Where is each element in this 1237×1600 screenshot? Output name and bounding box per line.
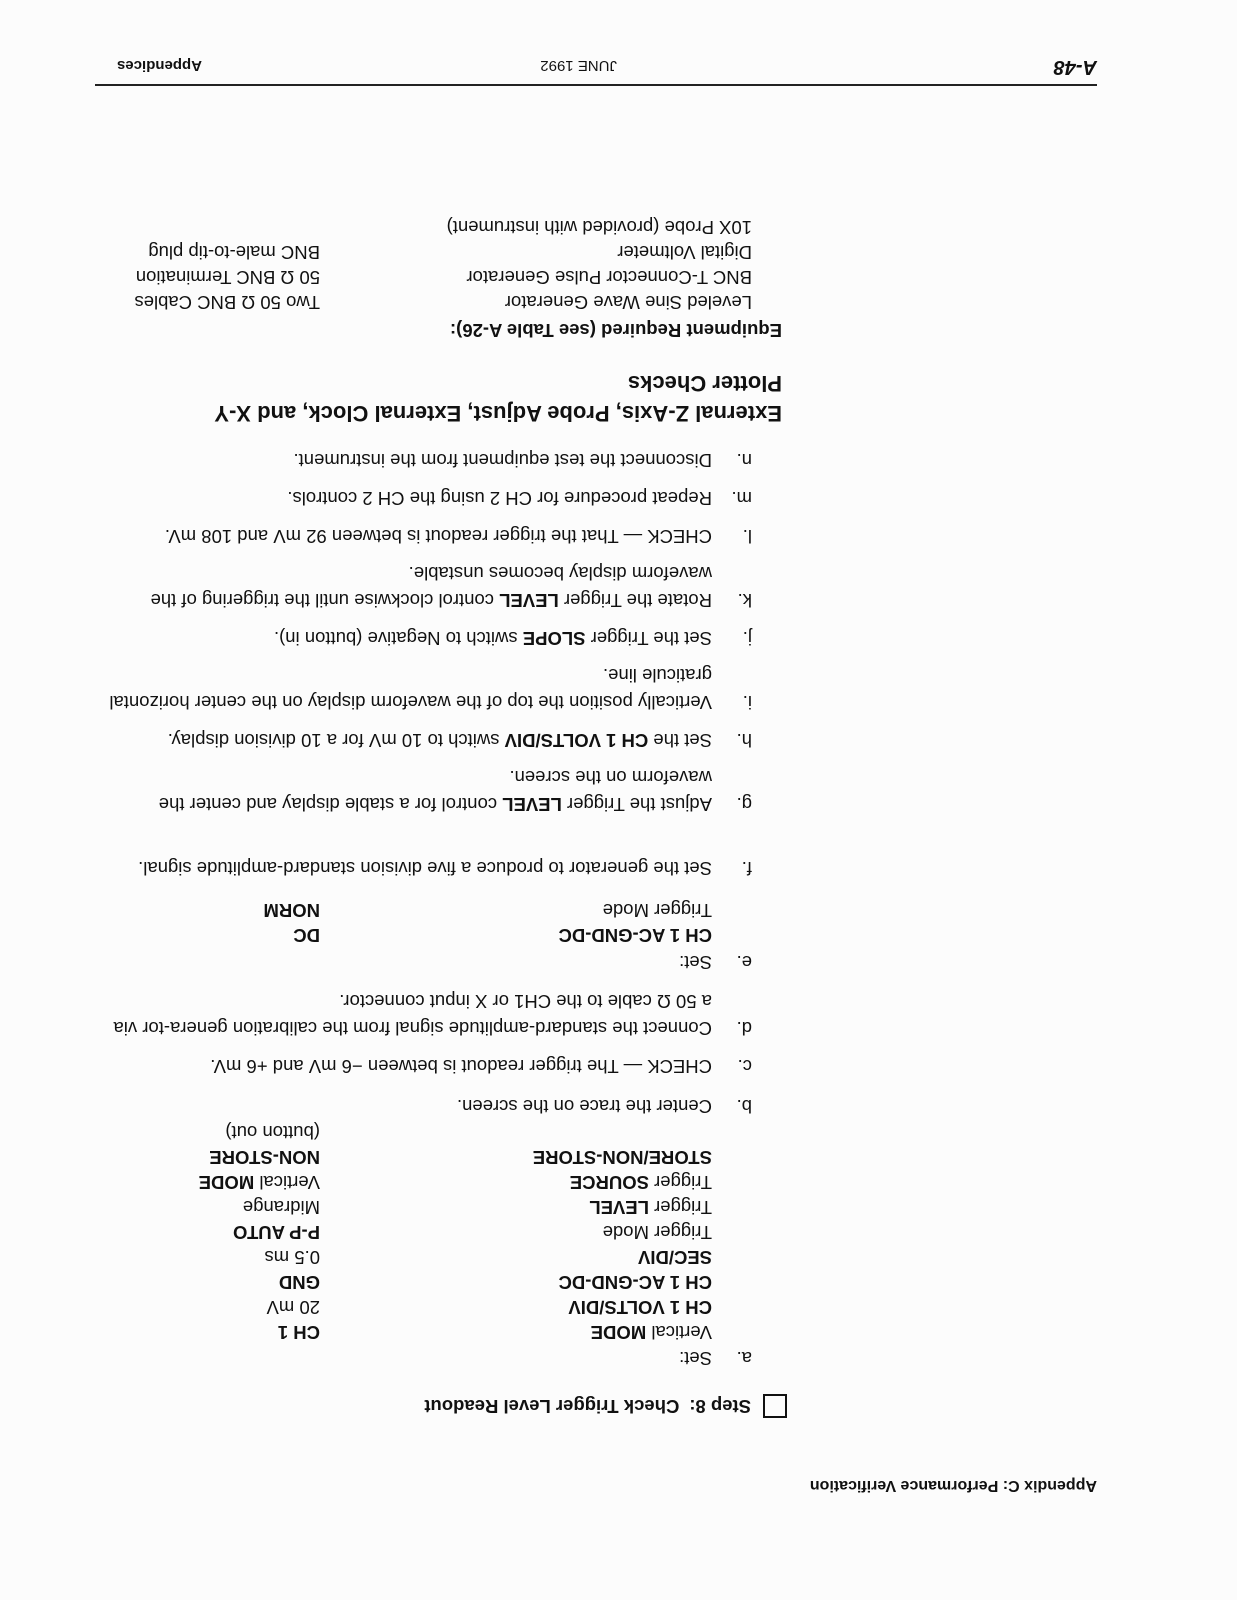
- checkbox-icon[interactable]: [763, 1394, 787, 1418]
- setting-value: 0.5 ms: [264, 1247, 320, 1268]
- setting-note: (button out): [225, 1122, 320, 1143]
- item-text: Repeat procedure for CH 2 using the CH 2 controls.: [287, 488, 712, 509]
- item-text: Set:: [679, 952, 712, 973]
- item-letter: b.: [736, 1096, 752, 1117]
- setting-value: NORM: [263, 900, 320, 921]
- setting-label: CH 1 VOLTS/DIV: [568, 1297, 712, 1318]
- step8-title: Check Trigger Level Readout: [424, 1396, 680, 1417]
- item-letter: h.: [736, 730, 752, 751]
- section-title-line1: External Z-Axis, Probe Adjust, External Clock, and X-Y: [214, 401, 782, 426]
- item-text: CHECK — The trigger readout is between −6 mV and +6 mV.: [210, 1056, 712, 1077]
- setting-value: P-P AUTO: [232, 1222, 320, 1243]
- footer-section: Appendices: [116, 57, 202, 74]
- setting-label: Trigger Mode: [602, 1222, 712, 1243]
- equipment-list-2: [100, 226, 320, 316]
- item-text: Set the Trigger SLOPE switch to Negative (button in).: [273, 628, 712, 649]
- item-text: Set:: [679, 1348, 712, 1369]
- setting-label: Trigger SOURCE: [569, 1172, 712, 1193]
- equipment-item: 50 Ω BNC Termination: [135, 267, 320, 288]
- setting-label: STORE/NON-STORE: [532, 1147, 712, 1168]
- item-letter: l.: [742, 526, 752, 547]
- item-text: Set the CH 1 VOLTS/DIV switch to 10 mV for a 10 division display.: [167, 730, 712, 751]
- item-letter: e.: [736, 952, 752, 973]
- item-text: Set the generator to produce a five division standard-amplitude signal.: [138, 858, 712, 879]
- item-letter: d.: [736, 1018, 752, 1039]
- item-letter: f.: [741, 858, 752, 879]
- footer-page-number: A-48: [1053, 56, 1097, 78]
- item-letter: g.: [736, 794, 752, 815]
- setting-label: Trigger Mode: [602, 900, 712, 921]
- page-header-title: Appendix C: Performance Verification: [809, 1477, 1097, 1494]
- item-letter: c.: [737, 1056, 752, 1077]
- step8-heading: [424, 1394, 787, 1418]
- item-text: Disconnect the test equipment from the instrument.: [293, 450, 712, 471]
- item-letter: a.: [736, 1348, 752, 1369]
- setting-value: NON-STORE: [209, 1147, 320, 1168]
- setting-label: CH 1 AC-GND-DC: [558, 925, 712, 946]
- section-title-line2: Plotter Checks: [627, 371, 782, 396]
- item-letter: m.: [731, 488, 752, 509]
- item-letter: n.: [736, 450, 752, 471]
- setting-label: Vertical MODE: [590, 1322, 712, 1343]
- item-text: Center the trace on the screen.: [456, 1096, 712, 1117]
- setting-value: 20 mV: [266, 1297, 320, 1318]
- setting-value: DC: [293, 925, 320, 946]
- equipment-heading: Equipment Required (see Table A-26):: [449, 320, 782, 341]
- setting-value: GND: [278, 1272, 320, 1293]
- item-text: Vertically position the top of the waveform display on the center horizontal graticule line.: [109, 665, 712, 713]
- item-letter: i.: [742, 692, 752, 713]
- settings-table-a: [132, 1116, 752, 1346]
- item-letter: j.: [742, 628, 752, 649]
- equipment-item: Leveled Sine Wave Generator: [504, 292, 752, 313]
- setting-value: Midrange: [242, 1197, 320, 1218]
- setting-label: SEC/DIV: [637, 1247, 712, 1268]
- item-text: Connect the standard-amplitude signal from the calibration genera-tor via a 50 Ω cable to the CH1 or X input connector.: [113, 991, 712, 1039]
- equipment-list-1: [412, 206, 752, 316]
- equipment-item: 10X Probe (provided with instrument): [446, 217, 752, 238]
- settings-table-e: [132, 897, 752, 949]
- setting-label: CH 1 AC-GND-DC: [558, 1272, 712, 1293]
- equipment-item: BNC T-Connector Pulse Generator: [466, 267, 752, 288]
- footer-rule: [95, 84, 1097, 86]
- item-text: Rotate the Trigger LEVEL control clockwise until the triggering of the waveform display becomes unstable.: [150, 563, 712, 611]
- equipment-item: Two 50 Ω BNC Cables: [134, 292, 320, 313]
- setting-label: Trigger LEVEL: [589, 1197, 712, 1218]
- equipment-item: BNC male-to-tip plug: [148, 242, 320, 263]
- equipment-item: Digital Voltmeter: [617, 242, 752, 263]
- setting-value: CH 1: [277, 1322, 320, 1343]
- item-text: CHECK — That the trigger readout is between 92 mV and 108 mV.: [164, 526, 712, 547]
- item-text: Adjust the Trigger LEVEL control for a stable display and center the waveform on the screen.: [158, 767, 712, 815]
- footer-date: JUNE 1992: [540, 57, 617, 74]
- step8-label: Step 8:: [689, 1396, 751, 1417]
- item-letter: k.: [737, 590, 752, 611]
- setting-value: Vertical MODE: [198, 1172, 320, 1193]
